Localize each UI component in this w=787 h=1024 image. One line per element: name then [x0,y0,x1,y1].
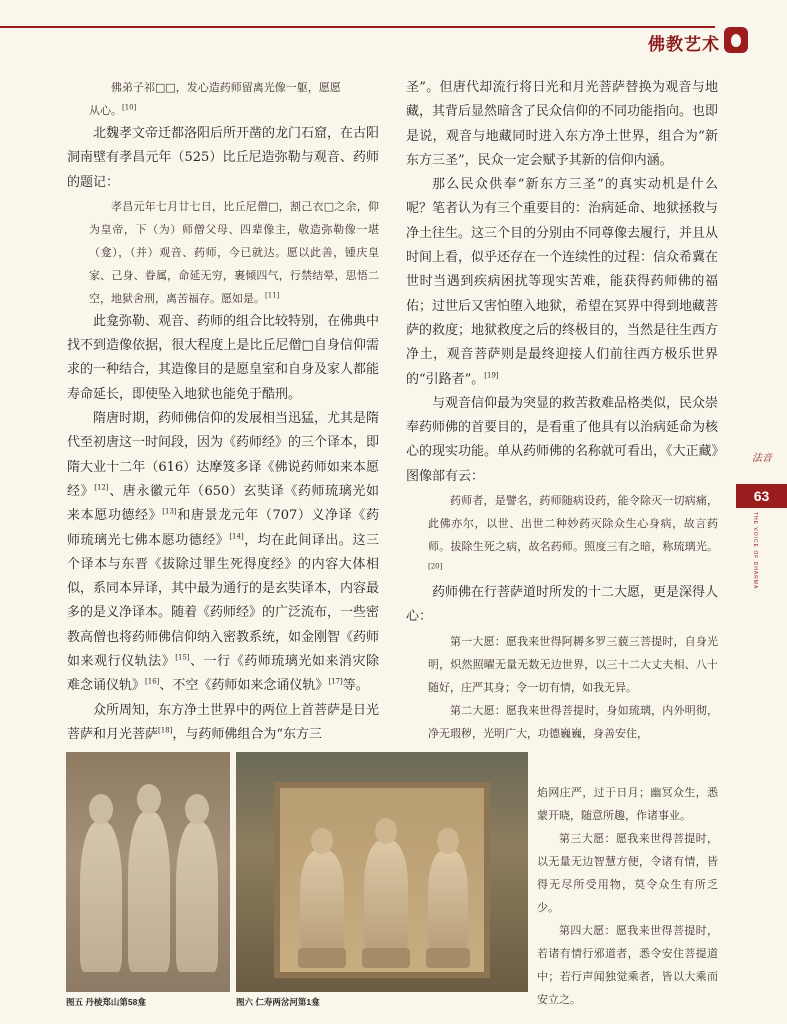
statue [128,812,170,972]
figure-6-photo [236,752,528,992]
journal-name-vertical: THE VOICE OF DHARMA [752,512,758,590]
niche [274,782,490,978]
figure-6-caption: 图六 仁寿两岔河第1龛 [236,997,320,1007]
footnote-ref: [10] [122,103,137,112]
pedestal [298,948,346,968]
footnote-ref: [14] [229,532,244,541]
right-column-continued [537,781,718,1011]
figure-5-caption: 图五 丹棱郑山第58龛 [66,997,146,1007]
paragraph: 圣”。但唐代却流行将日光和月光菩萨替换为观音与地藏，其背后显然暗含了民众信仰的不同功能指向。也即是说，观音与地藏同时进入东方净土世界，组合为“新东方三圣”，民众一定会赋予其新的信仰内涵。 [406,80,719,168]
paragraph: 北魏孝文帝迁都洛阳后所开凿的龙门石窟，在古阳洞南壁有孝昌元年（525）比丘尼造弥勒与观音、药师的题记： [67,126,380,190]
paragraph: 众所周知，东方净土世界中的两位上首菩萨是日光菩萨和月光菩萨[18]，与药师佛组合为“东方三 [67,702,380,742]
left-column [67,76,379,747]
vow-item: 第三大愿：愿我来世得菩提时，以无量无边智慧方便，令诸有情，皆得无尽所受用物，莫令众生有所乏少。 [537,832,718,914]
vow-item: 第一大愿：愿我来世得阿耨多罗三藐三菩提时，自身光明，炽然照曜无量无数无边世界，以三十二大丈夫相、八十随好，庄严其身；令一切有情，如我无异。 [428,634,718,694]
vow-item: 第二大愿：愿我来世得菩提时，身如琉璃，内外明彻，净无瑕秽，光明广大，功德巍巍，身善安住， [428,703,718,740]
header-rule [0,26,715,28]
footnote-ref: [11] [265,291,280,300]
paragraph: 与观音信仰最为突显的救苦救难品格类似，民众崇奉药师佛的首要目的，是看重了他具有以治病延命为核心的现实功能。单从药师佛的名称就可看出，《大正藏》图像部有云： [406,395,719,484]
pedestal [426,948,470,968]
section-title: 佛教艺术 [648,35,720,55]
journal-mark: 法音 [752,453,772,464]
vow-item: 焰网庄严，过于日月；幽冥众生，悉蒙开晓，随意所趣，作诸事业。 [537,786,718,822]
paragraph: 此龛弥勒、观音、药师的组合比较特别，在佛典中找不到造像依据，很大程度上是比丘尼僧□自身信仰需求的一种结合，其造像目的是愿皇室和自身及家人都能寿命延长，即使坠入地狱也能免于酷刑。 [67,313,380,402]
paragraph: 那么民众供奉“新东方三圣”的真实动机是什么呢？笔者认为有三个重要目的：治病延命、地狱拯救与净土往生。这三个目的分别由不同尊像去履行，并且从时间上看，似乎还存在一个连续性的过程：信众希冀在世时当遇到疾病困扰等现实苦难，能获得药师佛的福佑；过世后又害怕堕入地狱，希望在冥界中得到地藏菩萨的救度；地狱救度之后的终极目的，当然是往生西方净土，观音菩萨则是最终迎接人们前往西方极乐世界的“引路者”。[19] [406,177,719,387]
quote-line: 从心。[10] [89,103,137,117]
flame-logo-icon [724,27,748,53]
footnote-ref: [18] [158,726,173,735]
statue [364,840,408,950]
footnote-ref: [19] [484,371,499,380]
footnote-ref: [17] [328,678,343,687]
footnote-ref: [20] [428,562,443,571]
scripture-quote [406,489,718,581]
inscription-quote-1 [67,76,379,122]
statue [80,822,122,972]
right-column [406,76,718,745]
footnote-ref: [12] [94,483,109,492]
vow-item: 第四大愿：愿我来世得菩提时，若诸有情行邪道者，悉令安住菩提道中；若行声闻独觉乘者，皆以大乘而安立之。 [537,924,718,1006]
inscription-quote-2 [67,195,379,310]
page-number: 63 [736,484,787,508]
figure-5-photo [66,752,230,992]
quote-text: 药师者，是譬名，药师随病设药，能令除灭一切病痛，此佛亦尔，以世、出世二种妙药灭除众生心身病，故言药师。拔除生死之病，故名药师。照度三有之暗，称琉璃光。[20] [428,494,718,571]
vow-list-continued [537,781,718,1011]
quote-line: 佛弟子祁□□，发心造药师留离光像一躯，愿愿 [111,81,341,94]
quote-text: 孝昌元年七月廿七日，比丘尼僧□，割己衣□之余，仰为皇帝，下（为）师僧父母、四辈像主，敬造弥勒像一堪（龛），（并）观音、药师，今已就达。愿以此善，锺庆皇家、己身、眷属，命延无穷，裹倾四气，行禁结晕，思悟二空，地狱舍刑，离苦福存。愿如是。[11] [89,199,379,305]
paragraph: 隋唐时期，药师佛信仰的发展相当迅猛，尤其是隋代至初唐这一时间段，因为《药师经》的三个译本，即隋大业十二年（616）达摩笈多译《佛说药师如来本愿经》[12]、唐永徽元年（650）玄奘译《药师琉璃光如来本愿功德经》[13]和唐景龙元年（707）义净译《药师琉璃光七佛本愿功德经》[14]，均在此间译出。这三个译本与东晋《拔除过罪生死得度经》的内容大体相似，系同本异译，其中最为通行的是玄奘译本，内容最多的是义净译本。随着《药师经》的广泛流布，一些密教高僧也将药师佛信仰纳入密教系统，如金刚智《药师如来观行仪轨法》[15]、一行《药师琉璃光如来消灾除难念诵仪轨》[16]、不空《药师如来念诵仪轨》[17]等。 [67,411,380,694]
vow-list [406,630,718,745]
paragraph: 药师佛在行菩萨道时所发的十二大愿，更是深得人心： [406,585,719,625]
statue [176,822,218,972]
footnote-ref: [16] [145,678,160,687]
footnote-ref: [13] [162,507,177,516]
statue [428,850,468,950]
footnote-ref: [15] [175,653,190,662]
pedestal [362,948,410,968]
statue [300,850,344,950]
